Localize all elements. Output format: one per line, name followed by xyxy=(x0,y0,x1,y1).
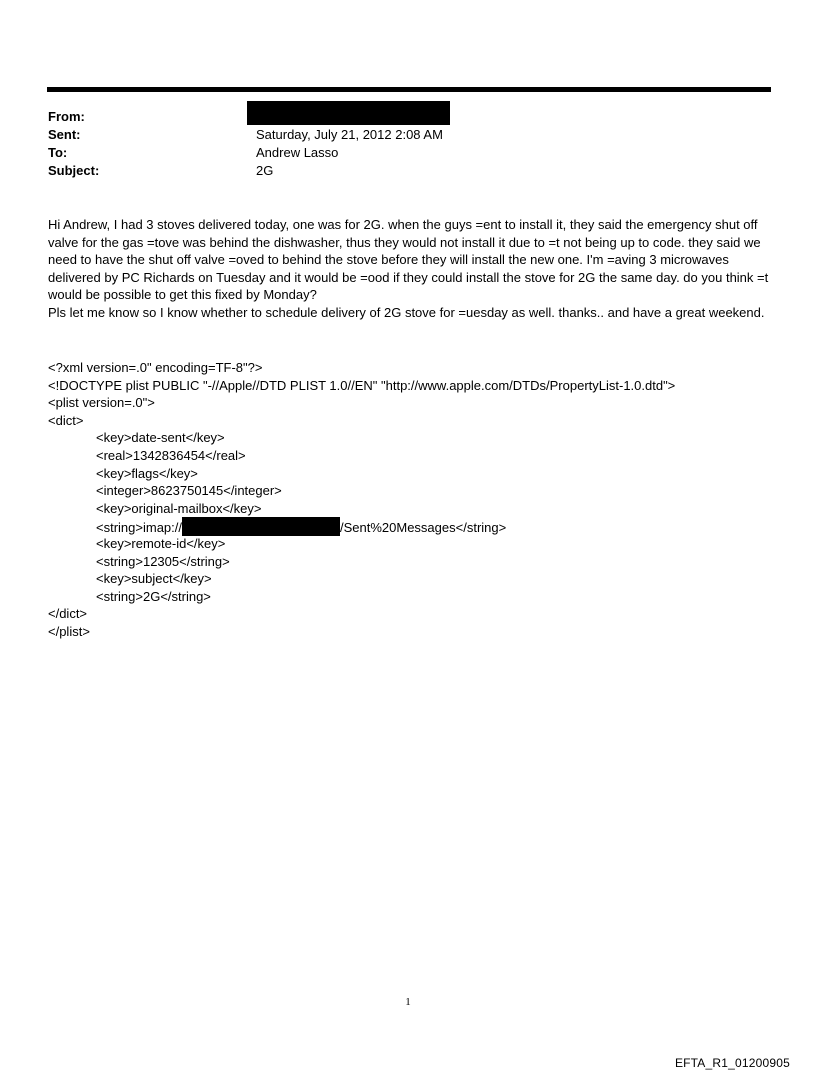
body-paragraph-2: Pls let me know so I know whether to schedule delivery of 2G stove for =uesday as well. thanks.. and have a great weekend. xyxy=(48,304,765,320)
plist-open: <plist version=.0"> xyxy=(48,395,155,411)
imap-suffix: /Sent%20Messages</string> xyxy=(340,520,507,536)
header-rule xyxy=(47,87,771,92)
sent-value: Saturday, July 21, 2012 2:08 AM xyxy=(256,127,443,142)
to-row xyxy=(48,144,768,162)
page-number: 1 xyxy=(405,996,411,1008)
to-label: To: xyxy=(48,145,68,160)
sent-row xyxy=(48,126,768,144)
email-body xyxy=(48,216,772,322)
from-label: From: xyxy=(48,109,85,124)
from-redaction xyxy=(247,101,450,125)
imap-prefix: <string>imap:// xyxy=(96,520,182,536)
subject-value: 2G xyxy=(256,163,274,178)
body-paragraph-1: Hi Andrew, I had 3 stoves delivered today, one was for 2G. when the guys =ent to install it, they said the emergency shut off valve for the gas =tove was behind the dishwasher, thus they would not install it due to =t not being up to code. they said we need to have the shut off valve =oved to behind the stove before they will install the new one. I'm =aving 3 microwaves delivered by PC Richards on Tuesday and it would be =ood if they could install the stove for 2G the same day. do you think =t would be possible to get this fixed by Monday? xyxy=(48,217,769,303)
email-header xyxy=(48,108,768,180)
doctype-line: <!DOCTYPE plist PUBLIC "-//Apple//DTD PLIST 1.0//EN" "http://www.apple.com/DTDs/PropertyList-1.0.dtd"> xyxy=(48,377,676,393)
real-date-value: <real>1342836454</real> xyxy=(96,447,246,463)
key-original-mailbox: <key>original-mailbox</key> xyxy=(96,500,262,516)
subject-label: Subject: xyxy=(48,163,100,178)
sent-label: Sent: xyxy=(48,127,81,142)
string-subject-value: <string>2G</string> xyxy=(96,588,211,604)
key-date-sent: <key>date-sent</key> xyxy=(96,430,225,446)
key-flags: <key>flags</key> xyxy=(96,465,198,481)
to-value: Andrew Lasso xyxy=(256,145,339,160)
from-row xyxy=(48,108,768,126)
plist-block xyxy=(48,359,772,641)
key-remote-id: <key>remote-id</key> xyxy=(96,535,226,551)
dict-open: <dict> xyxy=(48,412,84,428)
integer-flags-value: <integer>8623750145</integer> xyxy=(96,483,282,499)
subject-row xyxy=(48,162,768,180)
document-id: EFTA_R1_01200905 xyxy=(674,1056,790,1070)
xml-declaration: <?xml version=.0" encoding=TF-8"?> xyxy=(48,360,263,375)
key-subject: <key>subject</key> xyxy=(96,571,212,587)
imap-redaction xyxy=(182,517,340,536)
plist-close: </plist> xyxy=(48,623,90,639)
string-imap-line xyxy=(48,517,772,535)
dict-close: </dict> xyxy=(48,606,88,622)
string-remote-id-value: <string>12305</string> xyxy=(96,553,230,569)
